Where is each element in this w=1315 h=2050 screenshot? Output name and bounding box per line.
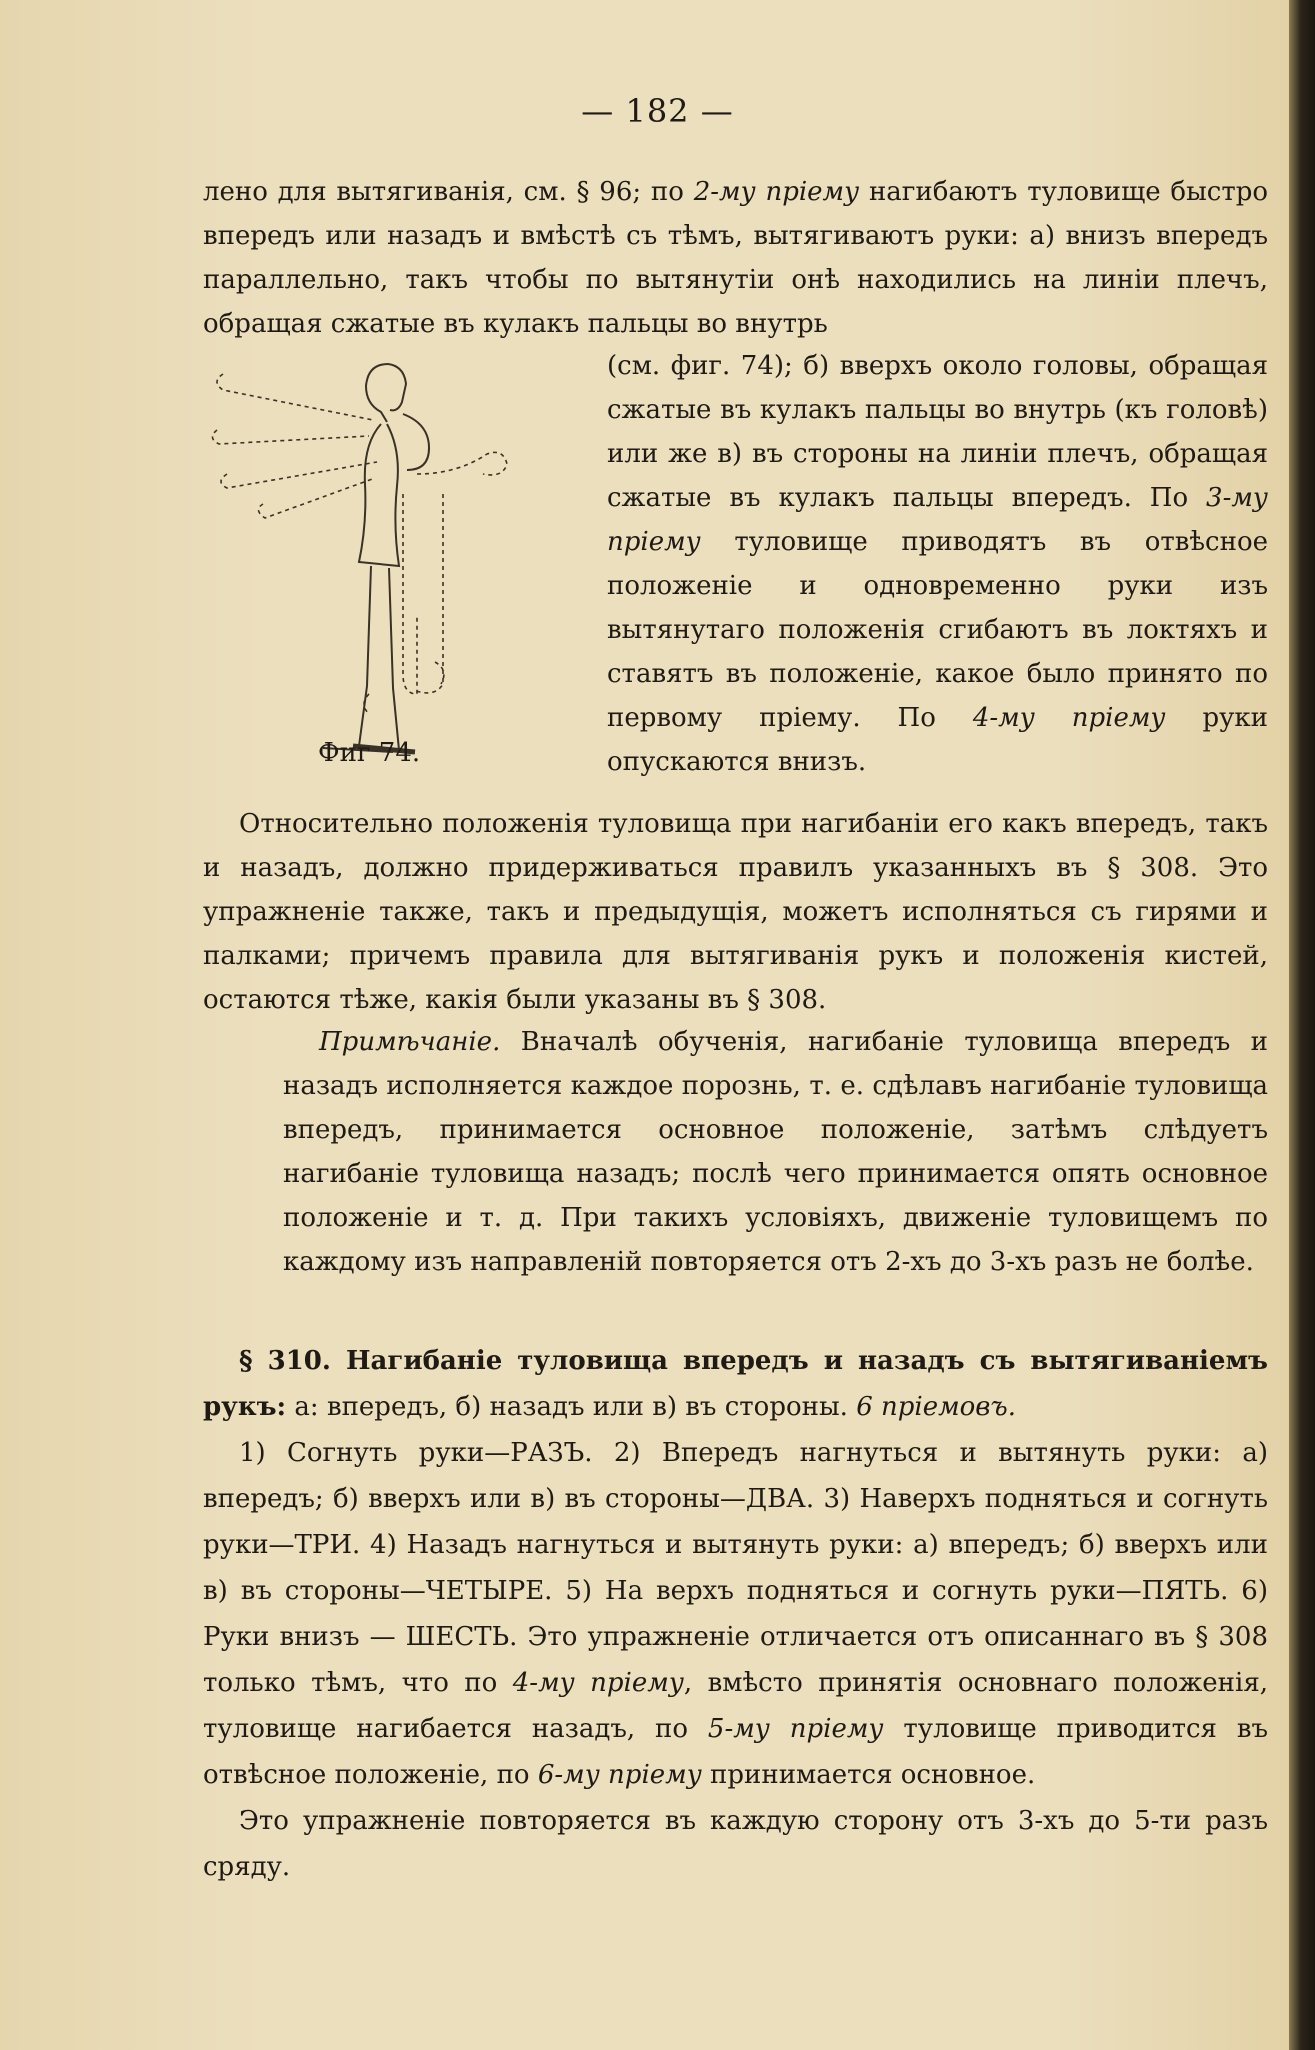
paragraph-1-continued [607,344,1268,784]
steps-emphasis-c: 6-му пріему [537,1760,702,1790]
note-text: Вначалѣ обученія, нагибаніе туловища впередъ и назадъ исполняется каждое порознь, т. е. сдѣлавъ нагибаніе туловища впередъ, принимается основное положеніе, затѣмъ слѣдуетъ нагибаніе туловища назадъ; послѣ чего принимается опять основное положеніе и т. д. При такихъ условіяхъ, движеніе туловищемъ по каждому изъ направленій повторяется отъ 2-хъ до 3-хъ разъ не болѣе. [283,1027,1268,1277]
paragraph-1 [203,170,1268,346]
steps-emphasis-a: 4-му пріему [512,1668,684,1698]
section-number: § 310. [239,1346,331,1376]
final-paragraph: Это упражненіе повторяется въ каждую сторону отъ 3-хъ до 5-ти разъ сряду. [203,1806,1268,1882]
paragraph-2 [203,802,1268,1022]
para1-emphasis: 2-му пріему [693,177,860,207]
steps-text-c: туловище приводится въ отвѣсное положеніе, по [203,1714,1268,1790]
section-count: 6 пріемовъ. [856,1392,1017,1422]
steps-text-a: 1) Согнуть руки—РАЗЪ. 2) Впередъ нагнуться и вытянуть руки: а) впередъ; б) вверхъ или в) въ стороны—ДВА. 3) Наверхъ подняться и согнуть руки—ТРИ. 4) Назадъ нагнуться и вытянуть руки: а) впередъ; б) вверхъ или в) въ стороны—ЧЕТЫРЕ. 5) На верхъ подняться и согнуть руки—ПЯТЬ. 6) Руки внизъ — ШЕСТЬ. Это упражненіе отличается отъ описаннаго въ § 308 только тѣмъ, что по [203,1438,1268,1698]
figure-caption: Фиг 74. [318,738,421,768]
section-310 [203,1338,1268,1890]
para1-text-b: нагибаютъ туловище быстро впередъ или назадъ и вмѣстѣ съ тѣмъ, вытягиваютъ руки: а) внизъ впередъ параллельно, такъ чтобы по вытянутіи онѣ находились на линіи плечъ, обращая сжатые въ кулакъ пальцы во внутрь [203,177,1268,339]
page-number: — 182 — [581,92,734,130]
section-title: Нагибаніе туловища впередъ и назадъ съ вытягиваніемъ рукъ: [203,1346,1268,1422]
steps-text-b: , вмѣсто принятія основнаго положенія, туловище нагибается назадъ, по [203,1668,1268,1744]
steps-text-d: принимается основное. [701,1760,1036,1790]
para1r-emphasis-b: 4-му пріему [972,703,1166,733]
steps-emphasis-b: 5-му пріему [707,1714,884,1744]
para1-text-a: лено для вытягиванія, см. § 96; по [203,177,694,207]
para1r-emphasis-a: 3-му пріему [607,483,1268,557]
para2-text: Относительно положенія туловища при нагибаніи его какъ впередъ, такъ и назадъ, должно придерживаться правилъ указанныхъ въ § 308. Это упражненіе также, такъ и предыдущія, можетъ исполняться съ гирями и палками; причемъ правила для вытягиванія рукъ и положенія кистей, остаются тѣже, какія были указаны въ § 308. [203,809,1268,1015]
para1r-text-b: туловище приводятъ въ отвѣсное положеніе и одновременно руки изъ вытянутаго положенія сгибаютъ въ локтяхъ и ставятъ въ положеніе, какое было принято по первому пріему. По [607,527,1268,733]
section-subtitle: а: впередъ, б) назадъ или в) въ стороны. [286,1392,857,1422]
note-block [283,1020,1268,1284]
figure-74 [203,344,583,784]
para1r-text-c: руки опускаются внизъ. [607,703,1268,777]
note-label: Примѣчаніе. [319,1027,501,1057]
gymnast-figure-illustration [203,344,583,784]
page-edge-shadow [1289,0,1315,2050]
para1r-text-a: (см. фиг. 74); б) вверхъ около головы, обращая сжатые въ кулакъ пальцы во внутрь (къ головѣ) или же в) въ стороны на линіи плечъ, обращая сжатые въ кулакъ пальцы впередъ. По [607,351,1268,513]
